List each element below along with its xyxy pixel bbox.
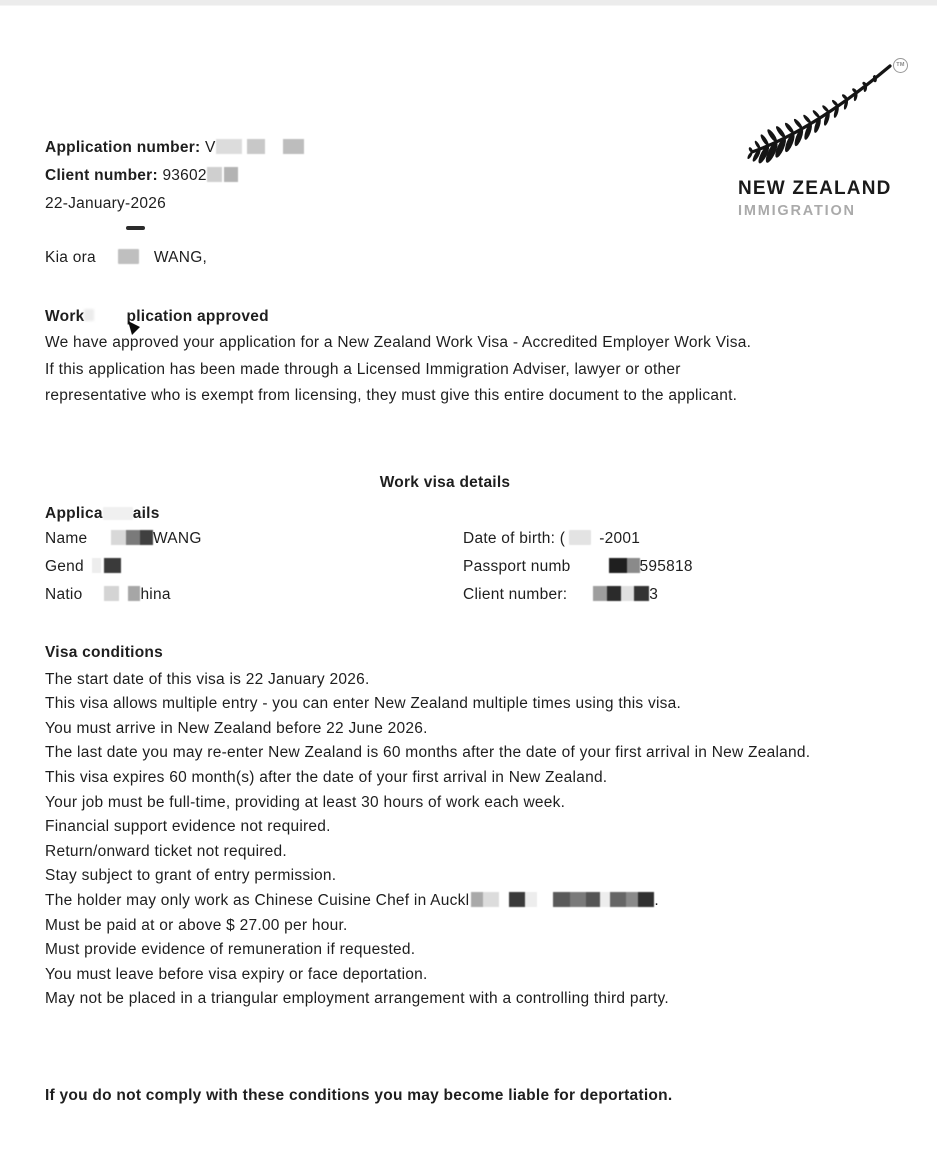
greeting-line [45, 249, 207, 267]
stray-mark [126, 226, 145, 230]
application-number-label: Application number: [45, 139, 201, 156]
condition-item: Financial support evidence not required. [45, 818, 331, 836]
redaction-box [207, 167, 238, 182]
name-value: WANG [153, 530, 202, 547]
approval-paragraph-line: We have approved your application for a New Zealand Work Visa - Accredited Employer Work Visa. [45, 334, 752, 352]
details-right-column [463, 525, 843, 609]
top-bar [0, 0, 937, 6]
applicant-details-grid [45, 525, 845, 609]
condition-item: May not be placed in a triangular employment arrangement with a controlling third party. [45, 990, 669, 1008]
condition-item: Must provide evidence of remuneration if requested. [45, 941, 416, 959]
application-number-line [45, 134, 304, 162]
dob-label: Date of birth: ( [463, 530, 566, 547]
redaction-box [569, 530, 591, 545]
greeting-name: WANG, [153, 249, 208, 266]
application-number-value: V [205, 139, 216, 156]
redaction-box [593, 586, 649, 601]
condition-item: Your job must be full-time, providing at least 30 hours of work each week. [45, 793, 566, 811]
approval-heading-prefix: Work [45, 308, 85, 325]
redaction-box [103, 507, 133, 520]
condition-item: This visa allows multiple entry - you can enter New Zealand multiple times using this visa. [45, 695, 682, 713]
letter-date: 22-January-2026 [45, 195, 166, 212]
mouse-cursor-icon [127, 320, 142, 336]
redaction-box [118, 249, 139, 264]
detail-row-client-number [463, 581, 843, 609]
redaction-box [216, 139, 304, 154]
redaction-box [104, 586, 140, 601]
condition-item: The holder may only work as Chinese Cuisine Chef in Auckl . [45, 891, 659, 909]
trademark-icon: TM [893, 58, 908, 73]
deportation-warning: If you do not comply with these conditions you may become liable for deportation. [45, 1087, 673, 1104]
condition-item: The start date of this visa is 22 January 2026. [45, 670, 370, 688]
condition-item: This visa expires 60 month(s) after the date of your first arrival in New Zealand. [45, 768, 608, 786]
client-number-value: 93602 [162, 167, 207, 184]
visa-conditions-list [45, 668, 859, 1012]
redaction-box [84, 309, 94, 321]
fern-wrap [742, 56, 905, 174]
redaction-box [471, 892, 654, 907]
visa-conditions-section [45, 641, 859, 1012]
approval-paragraph-line: If this application has been made through a Licensed Immigration Adviser, lawyer or other [45, 360, 681, 378]
visa-details-title: Work visa details [379, 474, 511, 491]
gender-label: Gend [45, 558, 84, 575]
client-number-label: Client number: [45, 167, 158, 184]
letter-header [45, 134, 304, 218]
logo-division-text: IMMIGRATION [738, 203, 856, 219]
redaction-box [92, 558, 121, 573]
applicant-details-prefix: Applica [45, 505, 103, 522]
applicant-details-heading [45, 505, 845, 523]
condition-item: Stay subject to grant of entry permission. [45, 867, 337, 885]
condition-item: You must arrive in New Zealand before 22 June 2026. [45, 719, 428, 737]
detail-row-passport [463, 553, 843, 581]
nationality-value: hina [140, 586, 171, 603]
passport-label: Passport numb [463, 558, 571, 575]
name-label: Name [45, 530, 88, 547]
condition-item: You must leave before visa expiry or face deportation. [45, 965, 428, 983]
greeting-text: Kia ora [45, 249, 96, 266]
visa-details-section [45, 474, 845, 609]
applicant-details-suffix: ails [132, 505, 160, 522]
approval-heading-suffix: plication approved [126, 308, 269, 325]
client-number-line [45, 162, 304, 190]
redaction-box [609, 558, 640, 573]
condition-item: Must be paid at or above $ 27.00 per hour. [45, 916, 348, 934]
redaction-box [111, 530, 153, 545]
approval-paragraph-line: representative who is exempt from licensing, they must give this entire document to the applicant. [45, 386, 738, 404]
approval-section [45, 304, 865, 409]
dob-value: -2001 [599, 530, 641, 547]
logo-brand-text: NEW ZEALAND [738, 178, 892, 199]
passport-value: 595818 [639, 558, 693, 575]
condition-item: Return/onward ticket not required. [45, 842, 287, 860]
client-number-label2: Client number: [463, 586, 568, 603]
nz-immigration-logo [738, 56, 908, 219]
condition-item: The last date you may re-enter New Zealand is 60 months after the date of your first arrival in New Zealand. [45, 744, 811, 762]
detail-row-dob [463, 525, 843, 553]
visa-conditions-title: Visa conditions [45, 644, 164, 661]
silver-fern-icon [742, 56, 900, 174]
approval-heading [45, 304, 865, 330]
nationality-label: Natio [45, 586, 83, 603]
client-number-value2: 3 [649, 586, 659, 603]
